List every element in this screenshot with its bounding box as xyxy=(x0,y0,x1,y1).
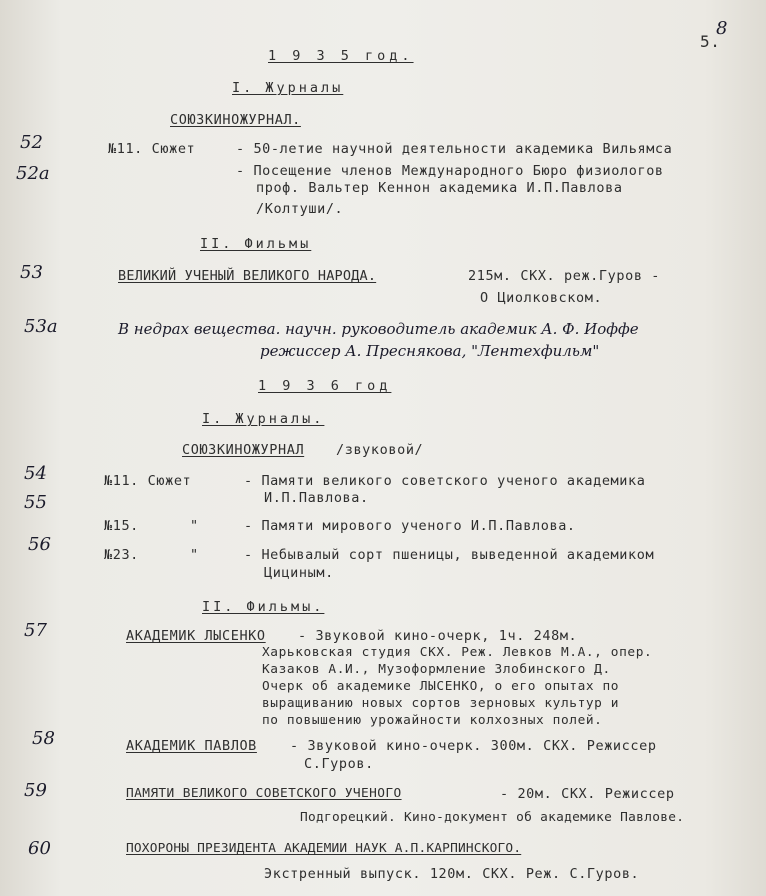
entry-text: - 50-летие научной деятельности академика Вильямса xyxy=(236,141,673,157)
year-heading-1936: 1 9 3 6 год xyxy=(258,378,392,394)
film-details: Экстренный выпуск. 120м. СКХ. Реж. С.Гуров. xyxy=(264,866,640,882)
entry-text: /Колтуши/. xyxy=(256,201,344,217)
entry-text: И.П.Павлова. xyxy=(264,490,369,506)
margin-number: 52а xyxy=(16,163,50,184)
margin-number: 56 xyxy=(28,534,51,555)
entry-text: - Памяти великого советского ученого академика xyxy=(244,473,646,489)
journal-suffix: /звуковой/ xyxy=(336,442,424,458)
margin-number: 57 xyxy=(24,620,47,641)
page-number: 5. xyxy=(700,32,721,51)
handwritten-page-mark: 8 xyxy=(716,18,728,39)
section-journals-1936: I. Журналы. xyxy=(202,411,325,427)
film-details: Очерк об академике ЛЫСЕНКО, о его опытах по xyxy=(262,679,620,694)
film-title: ПАМЯТИ ВЕЛИКОГО СОВЕТСКОГО УЧЕНОГО xyxy=(126,786,402,801)
entry-text: Цициным. xyxy=(264,565,334,581)
margin-number: 60 xyxy=(28,838,51,859)
entry-text: - Небывалый сорт пшеницы, выведенной академиком xyxy=(244,547,655,563)
entry-number: №11. Сюжет xyxy=(108,141,196,157)
film-details: Подгорецкий. Кино-документ об академике Павлове. xyxy=(300,810,685,825)
margin-number: 53 xyxy=(20,262,43,283)
handwritten-note: В недрах вещества. научн. руководитель академик А. Ф. Иоффе xyxy=(118,320,639,338)
journal-title-1935: СОЮЗКИНОЖУРНАЛ. xyxy=(170,112,301,128)
film-details: выращиванию новых сортов зерновых культур и xyxy=(262,696,620,711)
film-details: по повышению урожайности колхозных полей. xyxy=(262,713,603,728)
film-details: Казаков А.И., Музоформление Злобинского Д. xyxy=(262,662,611,677)
film-title: АКАДЕМИК ПАВЛОВ xyxy=(126,738,257,754)
entry-text: - Посещение членов Международного Бюро физиологов xyxy=(236,163,664,179)
margin-number: 58 xyxy=(32,728,55,749)
handwritten-note: режиссер А. Преснякова, "Лентехфильм" xyxy=(260,342,600,360)
entry-number: №15. xyxy=(104,518,139,534)
margin-number: 55 xyxy=(24,492,47,513)
section-films-1936: II. Фильмы. xyxy=(202,599,325,615)
film-details: 215м. СКХ. реж.Гуров - xyxy=(468,268,661,284)
entry-number: №11. Сюжет xyxy=(104,473,192,489)
margin-number: 54 xyxy=(24,463,47,484)
year-heading-1935: 1 9 3 5 год. xyxy=(268,48,414,64)
entry-text: - Памяти мирового ученого И.П.Павлова. xyxy=(244,518,576,534)
margin-number: 52 xyxy=(20,132,43,153)
film-details: С.Гуров. xyxy=(304,756,374,772)
ditto-mark: " xyxy=(190,518,199,534)
film-details: - Звуковой кино-очерк. 300м. СКХ. Режиссер xyxy=(290,738,657,754)
film-details: О Циолковском. xyxy=(480,290,603,306)
section-journals-1935: I. Журналы xyxy=(232,80,344,96)
ditto-mark: " xyxy=(190,547,199,563)
margin-number: 59 xyxy=(24,780,47,801)
film-title: АКАДЕМИК ЛЫСЕНКО xyxy=(126,628,266,644)
section-films-1935: II. Фильмы xyxy=(200,236,312,252)
film-details: Харьковская студия СКХ. Реж. Левков М.А., опер. xyxy=(262,645,653,660)
journal-title-1936: СОЮЗКИНОЖУРНАЛ xyxy=(182,442,305,458)
entry-number: №23. xyxy=(104,547,139,563)
film-title: ПОХОРОНЫ ПРЕЗИДЕНТА АКАДЕМИИ НАУК А.П.КАРПИНСКОГО. xyxy=(126,841,522,856)
margin-number: 53а xyxy=(24,316,58,337)
entry-text: проф. Вальтер Кеннон академика И.П.Павлова xyxy=(256,180,623,196)
film-title: ВЕЛИКИЙ УЧЕНЫЙ ВЕЛИКОГО НАРОДА. xyxy=(118,268,377,284)
film-details: - Звуковой кино-очерк, 1ч. 248м. xyxy=(298,628,578,644)
film-details: - 20м. СКХ. Режиссер xyxy=(500,786,675,802)
